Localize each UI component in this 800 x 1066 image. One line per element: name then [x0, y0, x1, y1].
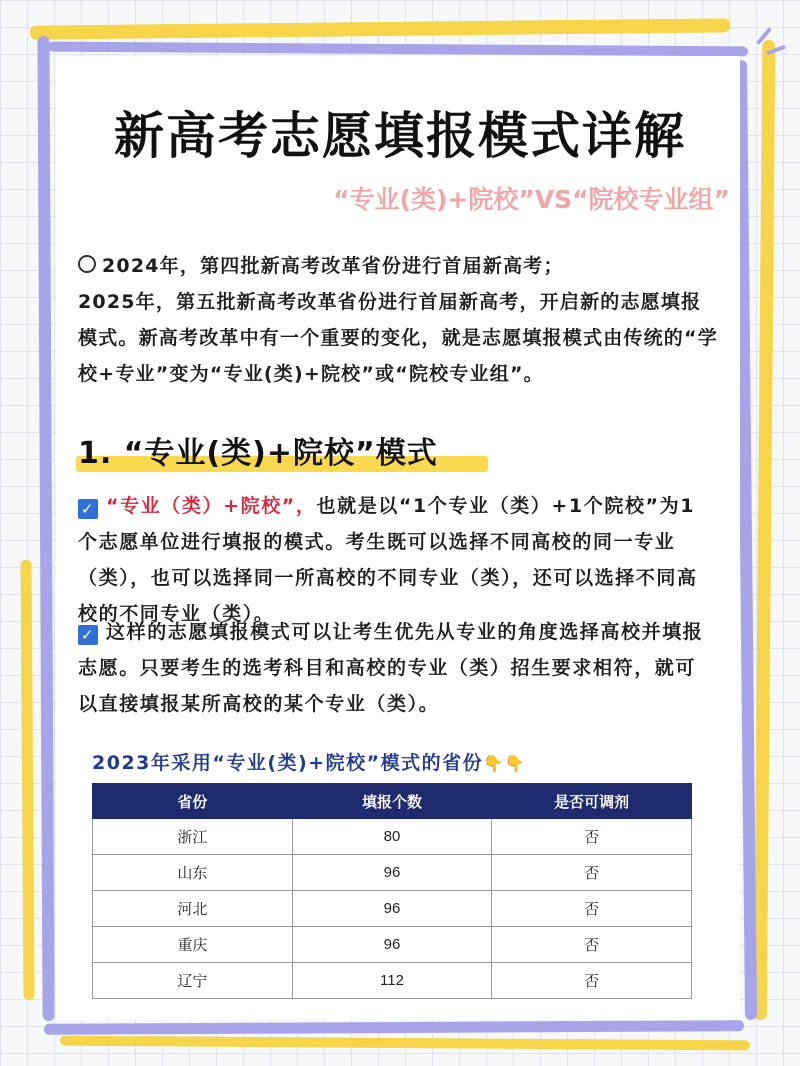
- table-row: [93, 819, 692, 855]
- cell-province: 重庆: [93, 927, 293, 963]
- frame-stroke-yellow-top: [30, 18, 730, 39]
- cell-province: 辽宁: [93, 963, 293, 999]
- header-count: 填报个数: [292, 784, 492, 819]
- section-heading: 1. “专业(类)+院校”模式: [78, 436, 438, 471]
- section-paragraph-1: [78, 488, 714, 632]
- cell-province: 河北: [93, 891, 293, 927]
- frame-stroke-purple-bottom: [44, 1020, 744, 1035]
- intro-line-2: 2025年，第五批新高考改革省份进行首届新高考，开启新的志愿填报模式。新高考改革中有一个重要的变化，就是志愿填报模式由传统的“学校+专业”变为“专业(类)+院校”或“院校专业组”。: [78, 291, 718, 385]
- table-title: [92, 748, 652, 775]
- cell-adjustable: 否: [492, 855, 692, 891]
- table-title-text: 2023年采用“专业(类)+院校”模式的省份: [92, 752, 484, 774]
- paragraph-2-text: 这样的志愿填报模式可以让考生优先从专业的角度选择高校并填报志愿。只要考生的选考科目和高校的专业（类）招生要求相符，就可以直接填报某所高校的某个专业（类）。: [78, 621, 704, 715]
- pointing-down-hand-icon: 👇👇: [483, 754, 526, 773]
- cell-count: 80: [292, 819, 492, 855]
- checkbox-checked-icon: ✓: [78, 499, 98, 519]
- cell-province: 山东: [93, 855, 293, 891]
- frame-stroke-yellow-bottom: [60, 1036, 750, 1051]
- cell-count: 96: [292, 891, 492, 927]
- cell-count: 96: [292, 855, 492, 891]
- cell-adjustable: 否: [492, 927, 692, 963]
- table-row: [93, 927, 692, 963]
- intro-line-1: 2024年，第四批新高考改革省份进行首届新高考；: [102, 255, 564, 277]
- province-table: [92, 783, 692, 999]
- section-paragraph-2: [78, 614, 714, 722]
- table-row: [93, 855, 692, 891]
- checkbox-checked-icon: ✓: [78, 625, 98, 645]
- cell-adjustable: 否: [492, 963, 692, 999]
- highlight-term: “专业（类）+院校”，: [106, 495, 317, 517]
- table-row: [93, 963, 692, 999]
- cell-adjustable: 否: [492, 819, 692, 855]
- frame-stroke-yellow-right: [754, 40, 776, 1020]
- page-title: 新高考志愿填报模式详解: [114, 107, 686, 165]
- frame-stroke-purple-top: [48, 42, 748, 57]
- page-subtitle: “专业(类)+院校”VS“院校专业组”: [333, 185, 730, 214]
- paragraph-1-text: 也就是以“1个专业（类）+1个院校”为1个志愿单位进行填报的模式。考生既可以选择不同高校的同一专业（类），也可以选择同一所高校的不同专业（类），还可以选择不同高校的不同专业（类）。: [78, 495, 698, 625]
- cell-province: 浙江: [93, 819, 293, 855]
- cell-count: 96: [292, 927, 492, 963]
- header-province: 省份: [93, 784, 293, 819]
- table-row: [93, 891, 692, 927]
- table-header-row: [93, 784, 692, 819]
- intro-paragraph: [78, 248, 718, 392]
- cell-count: 112: [292, 963, 492, 999]
- cell-adjustable: 否: [492, 891, 692, 927]
- header-adjustable: 是否可调剂: [492, 784, 692, 819]
- circle-bullet-icon: [78, 255, 96, 273]
- frame-stroke-yellow-left: [20, 560, 34, 1000]
